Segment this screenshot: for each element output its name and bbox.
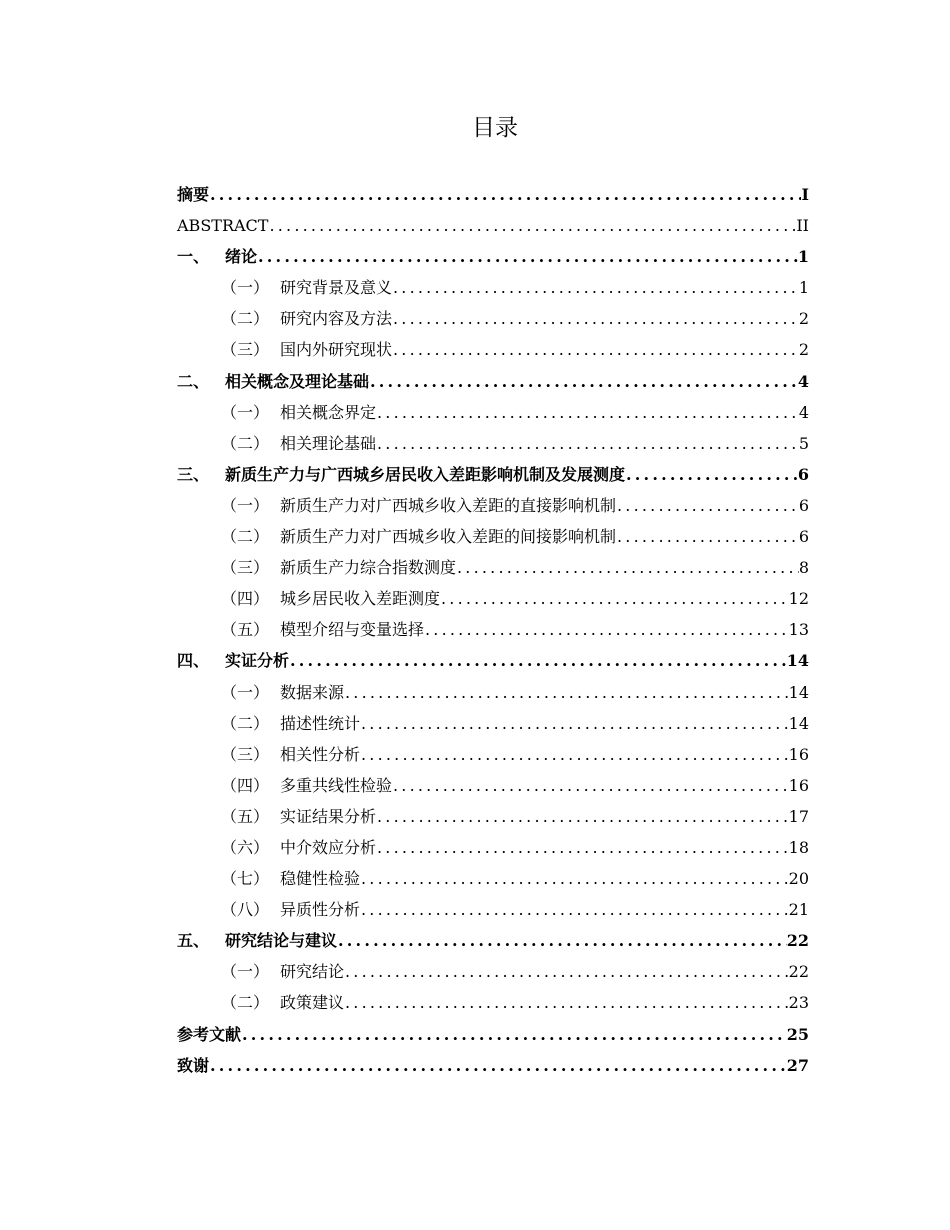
toc-entry-number: （五） [221, 806, 270, 826]
toc-entry-page-number: 14 [788, 713, 809, 733]
toc-entry-label: 数据来源 [280, 682, 345, 702]
dot-leader [392, 303, 799, 334]
toc-entry-page-number: 2 [798, 309, 809, 329]
dot-leader [209, 1050, 787, 1081]
toc-entry-label: 政策建议 [280, 993, 345, 1013]
toc-entry-page-number: 16 [788, 744, 809, 764]
toc-entry[interactable] [177, 1050, 809, 1081]
dot-leader [360, 708, 789, 739]
dot-leader [440, 583, 789, 614]
toc-entry-label: 异质性分析 [280, 900, 361, 920]
toc-entry-page-number: 5 [798, 433, 809, 453]
toc-entry-label: 稳健性检验 [280, 869, 361, 889]
dot-leader [376, 832, 789, 863]
dot-leader [376, 397, 799, 428]
toc-entry[interactable] [177, 614, 809, 645]
dot-leader [360, 739, 789, 770]
toc-entry-label: 参考文献 [177, 1024, 242, 1044]
toc-entry[interactable] [177, 739, 809, 770]
toc-entry-number: （七） [221, 869, 270, 889]
toc-entry[interactable] [177, 366, 809, 397]
toc-entry-page-number: 22 [788, 962, 809, 982]
toc-entry-number: （三） [221, 340, 270, 360]
toc-entry-label: 研究结论与建议 [225, 931, 338, 951]
toc-entry[interactable] [177, 677, 809, 708]
toc-entry-page-number: 6 [798, 527, 809, 547]
toc-entry-number: （二） [221, 993, 270, 1013]
toc-entry[interactable] [177, 210, 809, 241]
toc-entry[interactable] [177, 179, 809, 210]
dot-leader [616, 490, 799, 521]
toc-entry-page-number: 21 [788, 900, 809, 920]
toc-entry[interactable] [177, 397, 809, 428]
toc-entry-label: 研究结论 [280, 962, 345, 982]
toc-entry-number: （二） [221, 713, 270, 733]
toc-entry-label: 相关概念及理论基础 [225, 371, 370, 391]
toc-entry-page-number: 23 [788, 993, 809, 1013]
toc-entry-page-number: 20 [788, 869, 809, 889]
toc-entry-page-number: 2 [798, 340, 809, 360]
toc-entry-page-number: 17 [788, 806, 809, 826]
toc-entry-label: 描述性统计 [280, 713, 361, 733]
toc-entry[interactable] [177, 801, 809, 832]
toc-entry-number: 四、 [177, 651, 210, 671]
dot-leader [360, 894, 789, 925]
toc-entry-label: 实证结果分析 [280, 806, 377, 826]
toc-entry-label: 城乡居民收入差距测度 [280, 589, 441, 609]
toc-entry-page-number: 12 [788, 589, 809, 609]
toc-entry-label: 相关概念界定 [280, 402, 377, 422]
dot-leader [392, 770, 789, 801]
toc-entry-label: 相关性分析 [280, 744, 361, 764]
toc-entry[interactable] [177, 459, 809, 490]
toc-entry-page-number: 22 [786, 931, 809, 951]
toc-entry[interactable] [177, 832, 809, 863]
toc-entry-page-number: I [801, 185, 809, 204]
toc-entry-label: 新质生产力综合指数测度 [280, 558, 457, 578]
toc-entry-number: （一） [221, 402, 270, 422]
toc-entry-page-number: 16 [788, 775, 809, 795]
dot-leader [289, 645, 787, 676]
toc-entry-label: 国内外研究现状 [280, 340, 393, 360]
dot-leader [344, 956, 789, 987]
dot-leader [392, 334, 799, 365]
toc-entry-label: 中介效应分析 [280, 837, 377, 857]
toc-entry-number: （二） [221, 527, 270, 547]
toc-entry-number: （八） [221, 900, 270, 920]
toc-entry-number: （六） [221, 837, 270, 857]
toc-entry-number: （二） [221, 309, 270, 329]
dot-leader [344, 987, 789, 1018]
toc-entry-number: （五） [221, 620, 270, 640]
toc-entry-page-number: 27 [786, 1055, 809, 1075]
toc-entry[interactable] [177, 552, 809, 583]
toc-entry-page-number: 18 [788, 837, 809, 857]
toc-entry-label: 相关理论基础 [280, 433, 377, 453]
toc-entry-label: 摘要 [177, 185, 210, 204]
toc-entry[interactable] [177, 925, 809, 956]
toc-entry-page-number: 14 [788, 682, 809, 702]
toc-entry-number: （三） [221, 744, 270, 764]
toc-entry-page-number: 1 [797, 247, 809, 267]
toc-entry[interactable] [177, 956, 809, 987]
toc-entry[interactable] [177, 1019, 809, 1050]
toc-entry-page-number: II [796, 216, 809, 236]
toc-entry-label: 绪论 [225, 247, 258, 267]
toc-entry[interactable] [177, 987, 809, 1018]
toc-entry-number: （一） [221, 495, 270, 515]
toc-entry[interactable] [177, 272, 809, 303]
dot-leader [241, 1019, 787, 1050]
toc-entry-label: ABSTRACT [177, 216, 269, 236]
toc-entry-number: 一、 [177, 247, 210, 267]
toc-entry-page-number: 25 [786, 1024, 809, 1044]
dot-leader [456, 552, 799, 583]
toc-entry-label: 模型介绍与变量选择 [280, 620, 425, 640]
dot-leader [344, 677, 789, 708]
dot-leader [369, 366, 798, 397]
toc-entry[interactable] [177, 428, 809, 459]
toc-entry-page-number: 6 [798, 495, 809, 515]
toc-entry-page-number: 6 [797, 464, 809, 484]
toc-entry-label: 新质生产力对广西城乡收入差距的直接影响机制 [280, 495, 617, 515]
toc-entry[interactable] [177, 863, 809, 894]
dot-leader [209, 179, 801, 210]
toc-entry-label: 致谢 [177, 1055, 210, 1075]
toc-entry-page-number: 1 [798, 278, 809, 298]
toc-entry-page-number: 4 [797, 371, 809, 391]
toc-entry[interactable] [177, 894, 809, 925]
dot-leader [376, 428, 799, 459]
dot-leader [376, 801, 789, 832]
toc-entry[interactable] [177, 645, 809, 676]
toc-entry-page-number: 14 [786, 651, 809, 671]
toc-entry-label: 多重共线性检验 [280, 775, 393, 795]
toc-entry[interactable] [177, 770, 809, 801]
toc-entry[interactable] [177, 241, 809, 272]
toc-entry-page-number: 4 [798, 402, 809, 422]
toc-entry-page-number: 8 [798, 558, 809, 578]
dot-leader [337, 925, 787, 956]
toc-entry-number: 五、 [177, 931, 210, 951]
dot-leader [616, 521, 799, 552]
toc-entry-number: （一） [221, 278, 270, 298]
dot-leader [360, 863, 789, 894]
toc-entry[interactable] [177, 490, 809, 521]
toc-entry-number: 三、 [177, 464, 210, 484]
dot-leader [257, 241, 798, 272]
toc-entry-number: （四） [221, 589, 270, 609]
toc-entry[interactable] [177, 521, 809, 552]
toc-entry-number: （一） [221, 962, 270, 982]
toc-entry-label: 研究背景及意义 [280, 278, 393, 298]
toc-entry-number: （二） [221, 433, 270, 453]
dot-leader [424, 614, 789, 645]
toc-entry-number: （三） [221, 558, 270, 578]
toc-entry-number: （一） [221, 682, 270, 702]
toc-entry[interactable] [177, 303, 809, 334]
dot-leader [625, 459, 798, 490]
toc-entry-label: 研究内容及方法 [280, 309, 393, 329]
dot-leader [392, 272, 799, 303]
toc-entry-label: 实证分析 [225, 651, 290, 671]
page-title: 目录 [472, 115, 518, 141]
toc-entry-label: 新质生产力对广西城乡收入差距的间接影响机制 [280, 527, 617, 547]
table-of-contents [177, 179, 809, 1081]
toc-entry[interactable] [177, 334, 809, 365]
toc-entry-page-number: 13 [788, 620, 809, 640]
toc-entry-number: （四） [221, 775, 270, 795]
toc-entry-label: 新质生产力与广西城乡居民收入差距影响机制及发展测度 [225, 464, 626, 484]
toc-entry[interactable] [177, 583, 809, 614]
toc-entry[interactable] [177, 708, 809, 739]
dot-leader [268, 210, 796, 241]
toc-entry-number: 二、 [177, 371, 210, 391]
